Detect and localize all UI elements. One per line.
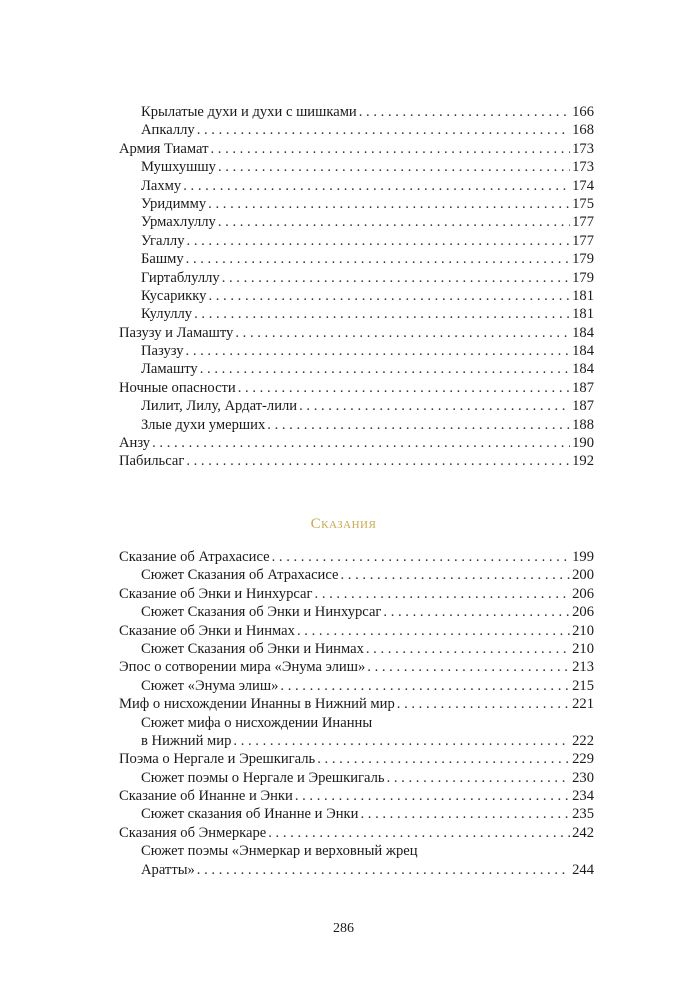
toc-leader-dots [200,360,570,378]
toc-entry-title: Сюжет поэмы о Нергале и Эрешкигаль [141,769,385,786]
toc-leader-dots [267,416,570,434]
toc-leader-dots [317,750,570,768]
toc-entry [119,342,594,360]
toc-entry-title: Аратты» [141,861,195,878]
toc-entry-page: 174 [572,177,594,194]
toc-entry [119,732,594,750]
toc-entry-title: Пабильсаг [119,453,185,470]
toc-entry-page: 173 [572,159,594,176]
toc-entry [119,213,594,231]
toc-entry-page: 221 [572,696,594,713]
toc-entry-page: 187 [572,379,594,396]
toc-entry-page: 184 [572,343,594,360]
toc-entry [119,195,594,213]
toc-leader-dots [238,379,570,397]
toc-entry-title: Сюжет Сказания об Энки и Нинмах [141,640,364,657]
toc-entry-title: Кусарикку [141,287,207,304]
toc-entry [119,677,594,695]
toc-leader-dots [280,677,570,695]
page-number: 286 [333,921,354,936]
toc-entry [119,177,594,195]
toc-entry [119,158,594,176]
toc-entry-page: 206 [572,585,594,602]
toc-entry-page: 229 [572,751,594,768]
toc-entry-page: 179 [572,269,594,286]
toc-entry [119,585,594,603]
toc-leader-dots [208,195,570,213]
toc-leader-dots [218,158,570,176]
toc-entry-title: в Нижний мир [141,732,232,749]
toc-entry [119,695,594,713]
toc-entry [119,121,594,139]
toc-entry [119,566,594,584]
toc-entry-page: 234 [572,788,594,805]
toc-entry-title: Пазузу и Ламашту [119,324,234,341]
toc-entry-title: Гиртаблуллу [141,269,220,286]
toc-entry-title: Кулуллу [141,306,193,323]
toc-entry [119,269,594,287]
toc-entry [119,842,594,860]
toc-entry-page: 192 [572,453,594,470]
toc-entry [119,640,594,658]
toc-leader-dots [341,566,571,584]
toc-entry-page: 187 [572,398,594,415]
toc-leader-dots [299,397,570,415]
toc-entry [119,769,594,787]
toc-entry-title: Пазузу [141,343,184,360]
toc-entry-page: 184 [572,324,594,341]
toc-leader-dots [315,585,571,603]
toc-entry-page: 173 [572,140,594,157]
toc-entry-title: Урмахлуллу [141,214,216,231]
toc-entry-page: 222 [572,732,594,749]
toc-entry-page: 179 [572,251,594,268]
toc-entry-title: Эпос о сотворении мира «Энума элиш» [119,659,366,676]
toc-leader-dots [218,213,570,231]
section-title: Сказания [310,516,377,532]
toc-entry [119,250,594,268]
toc-entry [119,452,594,470]
toc-entry-page: 242 [572,824,594,841]
toc-entry-page: 235 [572,806,594,823]
toc-entry-title: Ночные опасности [119,379,236,396]
toc-entry-page: 213 [572,659,594,676]
toc-leader-dots [268,824,570,842]
toc-entry-title: Угаллу [141,232,185,249]
toc-list-part2 [119,548,594,879]
toc-entry-page: 206 [572,604,594,621]
toc-entry-page: 166 [572,103,594,120]
toc-entry [119,714,594,732]
toc-entry-title: Сказание об Энки и Нинмах [119,622,295,639]
toc-leader-dots [194,305,570,323]
toc-entry-page: 210 [572,640,594,657]
toc-entry-page: 200 [572,567,594,584]
toc-entry [119,548,594,566]
toc-leader-dots [197,121,570,139]
toc-leader-dots [187,232,571,250]
toc-entry-title: Лилит, Лилу, Ардат-лили [141,398,298,415]
toc-list-part1 [119,103,594,471]
toc-entry-title: Ламашту [141,361,198,378]
toc-entry-page: 190 [572,435,594,452]
toc-leader-dots [152,434,570,452]
toc-entry-page: 168 [572,122,594,139]
toc-entry [119,360,594,378]
toc-entry [119,324,594,342]
toc-entry-title: Поэма о Нергале и Эрешкигаль [119,751,316,768]
toc-entry [119,379,594,397]
toc-leader-dots [186,342,571,360]
toc-entry-title: Крылатые духи и духи с шишками [141,103,357,120]
toc-leader-dots [359,103,570,121]
toc-entry [119,787,594,805]
toc-leader-dots [366,640,570,658]
toc-entry-title: Сказание об Энки и Нинхурсаг [119,585,313,602]
toc-entry-title: Армия Тиамат [119,140,209,157]
toc-entry [119,287,594,305]
toc-leader-dots [360,805,570,823]
toc-leader-dots [387,769,571,787]
toc-entry-page: 230 [572,769,594,786]
toc-entry-page: 210 [572,622,594,639]
toc-entry-page: 181 [572,306,594,323]
toc-entry-title: Сказание об Инанне и Энки [119,788,293,805]
toc-entry-page: 199 [572,548,594,565]
toc-entry [119,805,594,823]
toc-entry-title: Лахму [141,177,182,194]
toc-entry-title: Сюжет Сказания об Энки и Нинхурсаг [141,604,382,621]
toc-entry [119,861,594,879]
toc-entry [119,622,594,640]
toc-entry-page: 188 [572,416,594,433]
toc-entry [119,603,594,621]
toc-leader-dots [295,787,570,805]
toc-entry [119,397,594,415]
toc-entry-title: Мушхушшу [141,159,216,176]
toc-leader-dots [186,452,570,470]
toc-entry-page: 184 [572,361,594,378]
toc-entry [119,103,594,121]
toc-entry-title: Сюжет сказания об Инанне и Энки [141,806,359,823]
toc-leader-dots [383,603,570,621]
toc-entry-title: Сказание об Атрахасисе [119,548,270,565]
toc-leader-dots [367,658,570,676]
toc-entry [119,750,594,768]
toc-leader-dots [272,548,571,566]
toc-entry-page: 177 [572,214,594,231]
toc-leader-dots [235,324,570,342]
toc-leader-dots [186,250,570,268]
toc-leader-dots [297,622,570,640]
toc-entry-page: 177 [572,232,594,249]
toc-entry [119,416,594,434]
toc-leader-dots [233,732,570,750]
toc-entry-title: Уридимму [141,195,207,212]
toc-entry-title: Сказания об Энмеркаре [119,824,267,841]
toc-leader-dots [397,695,570,713]
toc-entry [119,305,594,323]
toc-entry [119,434,594,452]
toc-leader-dots [222,269,570,287]
toc-leader-dots [183,177,570,195]
toc-entry-title: Сюжет поэмы «Энмеркар и верховный жрец [141,843,418,860]
toc-entry-page: 175 [572,195,594,212]
toc-entry [119,232,594,250]
toc-entry-page: 244 [572,861,594,878]
toc-leader-dots [197,861,570,879]
toc-leader-dots [208,287,570,305]
toc-leader-dots [210,140,570,158]
toc-entry-title: Злые духи умерших [141,416,266,433]
toc-entry-title: Сюжет «Энума элиш» [141,677,279,694]
toc-entry-title: Башму [141,251,184,268]
toc-entry [119,658,594,676]
toc-entry [119,824,594,842]
toc-entry-title: Сюжет Сказания об Атрахасисе [141,567,339,584]
toc-entry-page: 215 [572,677,594,694]
toc-entry-title: Анзу [119,435,151,452]
toc-entry [119,140,594,158]
toc-entry-title: Миф о нисхождении Инанны в Нижний мир [119,696,395,713]
toc-entry-title: Апкаллу [141,122,195,139]
toc-entry-page: 181 [572,287,594,304]
toc-entry-title: Сюжет мифа о нисхождении Инанны [141,714,373,731]
